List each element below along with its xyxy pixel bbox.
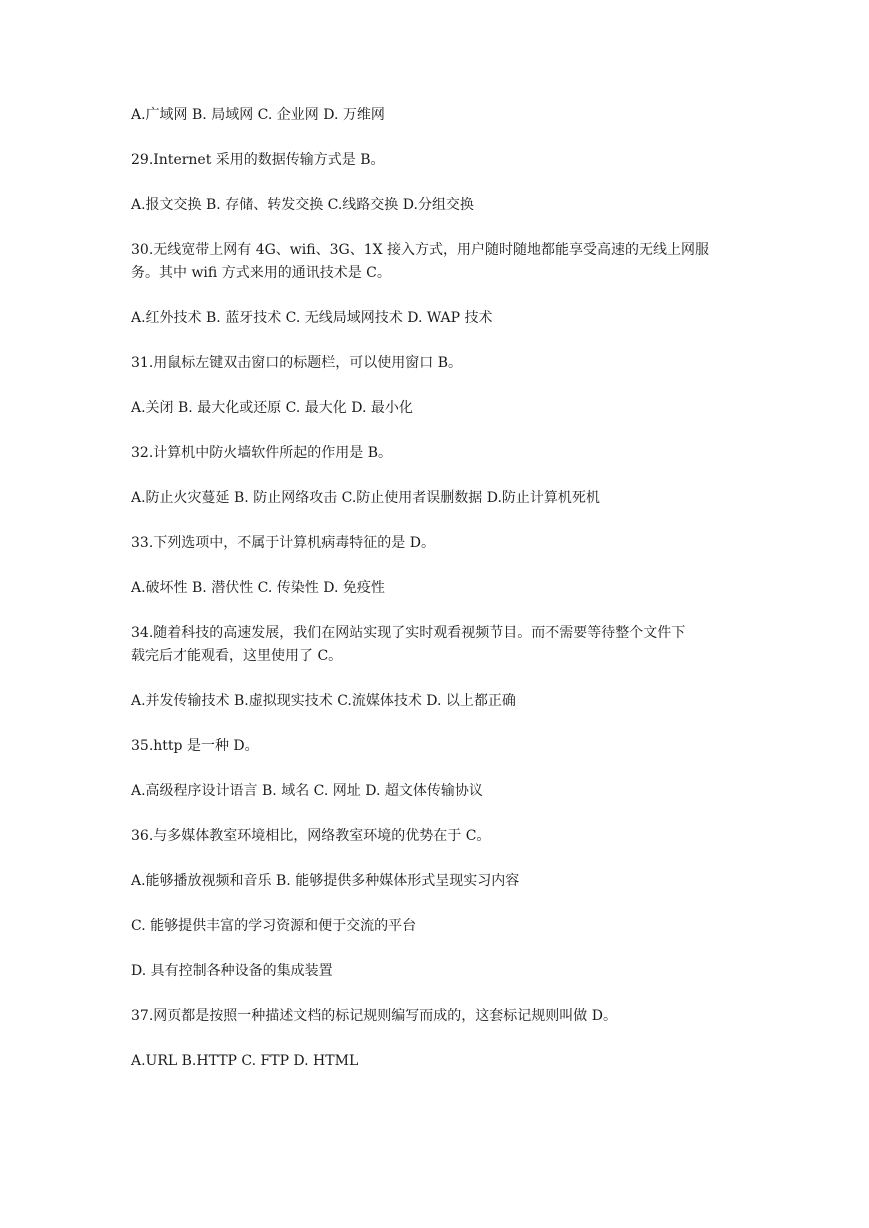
text-line: 务。其中 wifi 方式来用的通讯技术是 C。 bbox=[131, 265, 391, 281]
question-33 bbox=[131, 532, 741, 555]
option-line-q36-ab bbox=[131, 870, 741, 893]
option-line-q37 bbox=[131, 1050, 741, 1073]
question-37 bbox=[131, 1005, 741, 1028]
option-line-q30 bbox=[131, 307, 741, 330]
text-line: A.破坏性 B. 潜伏性 C. 传染性 D. 免疫性 bbox=[131, 580, 385, 596]
text-line: 33.下列选项中，不属于计算机病毒特征的是 D。 bbox=[131, 535, 435, 551]
option-line-q33 bbox=[131, 577, 741, 600]
text-line: A.高级程序设计语言 B. 域名 C. 网址 D. 超文体传输协议 bbox=[131, 783, 483, 799]
option-line-q31 bbox=[131, 397, 741, 420]
question-35 bbox=[131, 735, 741, 758]
text-line: 36.与多媒体教室环境相比，网络教室环境的优势在于 C。 bbox=[131, 828, 491, 844]
text-line: A.防止火灾蔓延 B. 防止网络攻击 C.防止使用者误删数据 D.防止计算机死机 bbox=[131, 490, 600, 506]
option-line-q36-d bbox=[131, 960, 741, 983]
option-line-q34 bbox=[131, 690, 741, 713]
option-line-q36-c bbox=[131, 915, 741, 938]
document-page bbox=[131, 104, 741, 1095]
option-line-q29 bbox=[131, 194, 741, 217]
text-line: A.广域网 B. 局域网 C. 企业网 D. 万维网 bbox=[131, 107, 385, 123]
question-34 bbox=[131, 622, 741, 668]
text-line: 34.随着科技的高速发展，我们在网站实现了实时观看视频节目。而不需要等待整个文件下 bbox=[131, 625, 686, 641]
text-line: A.能够播放视频和音乐 B. 能够提供多种媒体形式呈现实习内容 bbox=[131, 873, 520, 889]
text-line: 载完后才能观看，这里使用了 C。 bbox=[131, 648, 343, 664]
text-line: A.URL B.HTTP C. FTP D. HTML bbox=[131, 1053, 359, 1069]
text-line: 37.网页都是按照一种描述文档的标记规则编写而成的，这套标记规则叫做 D。 bbox=[131, 1008, 617, 1024]
text-line: A.报文交换 B. 存储、转发交换 C.线路交换 D.分组交换 bbox=[131, 197, 474, 213]
option-line-q28 bbox=[131, 104, 741, 127]
question-32 bbox=[131, 442, 741, 465]
text-line: 35.http 是一种 D。 bbox=[131, 738, 259, 754]
text-line: A.关闭 B. 最大化或还原 C. 最大化 D. 最小化 bbox=[131, 400, 413, 416]
text-line: 32.计算机中防火墙软件所起的作用是 B。 bbox=[131, 445, 393, 461]
question-29 bbox=[131, 149, 741, 172]
question-31 bbox=[131, 352, 741, 375]
text-line: 31.用鼠标左键双击窗口的标题栏，可以使用窗口 B。 bbox=[131, 355, 463, 371]
text-line: A.红外技术 B. 蓝牙技术 C. 无线局域网技术 D. WAP 技术 bbox=[131, 310, 493, 326]
option-line-q32 bbox=[131, 487, 741, 510]
text-line: A.并发传输技术 B.虚拟现实技术 C.流媒体技术 D. 以上都正确 bbox=[131, 693, 516, 709]
text-line: D. 具有控制各种设备的集成装置 bbox=[131, 963, 333, 979]
text-line: C. 能够提供丰富的学习资源和便于交流的平台 bbox=[131, 918, 417, 934]
text-line: 29.Internet 采用的数据传输方式是 B。 bbox=[131, 152, 385, 168]
option-line-q35 bbox=[131, 780, 741, 803]
text-line: 30.无线宽带上网有 4G、wifi、3G、1X 接入方式，用户随时随地都能享受高速的无线上网服 bbox=[131, 242, 710, 258]
question-36 bbox=[131, 825, 741, 848]
question-30 bbox=[131, 239, 741, 285]
